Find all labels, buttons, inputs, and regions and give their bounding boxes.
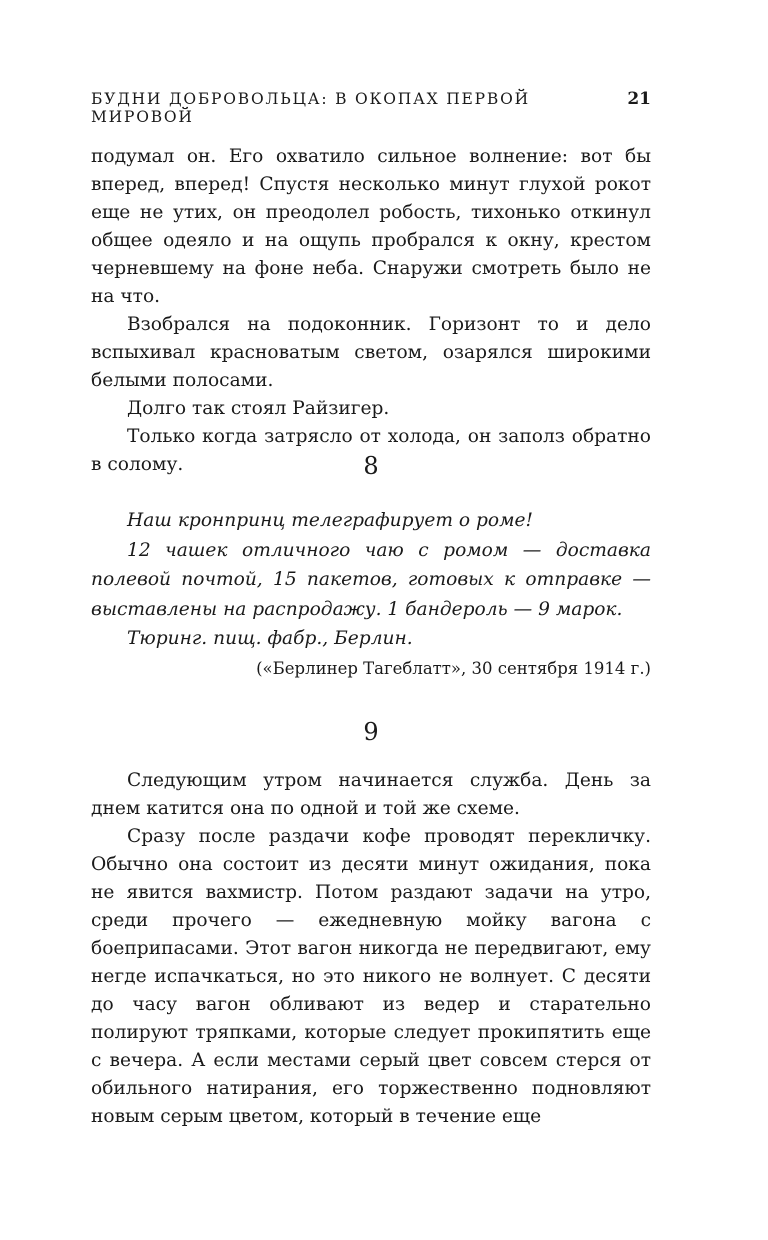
paragraph: Долго так стоял Райзигер. xyxy=(127,398,390,419)
page-number: 21 xyxy=(627,89,651,109)
chapter-9-text xyxy=(91,767,651,1131)
epigraph-source: («Берлинер Тагеблатт», 30 сентября 1914 г.) xyxy=(256,658,651,678)
running-header xyxy=(91,89,651,126)
paragraph: Сразу после раздачи кофе проводят перекличку. Обычно она состоит из десяти минут ожидания, пока не явится вахмистр. Потом раздают задачи на утро, среди прочего — ежедневную мойку вагона с боеприпасами. Этот вагон никогда не передвигают, ему негде испачкаться, но это никого не волнует. С десяти до часу вагон обливают из ведер и старательно полируют тряпками, которые следует прокипятить еще с вечера. А если местами серый цвет совсем стерся от обильного натирания, его торжественно подновляют новым серым цветом, который в течение еще xyxy=(91,826,651,1127)
paragraph: Следующим утром начинается служба. День за днем катится она по одной и той же схеме. xyxy=(91,770,651,819)
chapter-number-9: 9 xyxy=(363,718,379,746)
epigraph-line: Наш кронпринц телеграфирует о роме! xyxy=(127,510,533,531)
running-title: БУДНИ ДОБРОВОЛЬЦА: В ОКОПАХ ПЕРВОЙ МИРОВОЙ xyxy=(91,90,530,126)
paragraph: подумал он. Его охватило сильное волнение: вот бы вперед, вперед! Спустя несколько минут глухой рокот еще не утих, он преодолел робость, тихонько откинул общее одеяло и на ощупь пробрался к окну, крестом черневшему на фоне неба. Снаружи смотреть было не на что. xyxy=(91,146,651,307)
chapter-number-8: 8 xyxy=(363,452,379,480)
epigraph-line: 12 чашек отличного чаю с ромом — доставка полевой почтой, 15 пакетов, готовых к отправке — выставлены на распродажу. 1 бандероль — 9 марок. xyxy=(91,539,651,620)
epigraph-line: Тюринг. пищ. фабр., Берлин. xyxy=(127,628,413,649)
paragraph: Только когда затрясло от холода, он заполз обратно в солому. xyxy=(91,426,651,475)
continuation-text xyxy=(91,143,651,479)
paragraph: Взобрался на подоконник. Горизонт то и дело вспыхивал красноватым светом, озарялся широкими белыми полосами. xyxy=(91,314,651,391)
epigraph xyxy=(91,506,651,683)
